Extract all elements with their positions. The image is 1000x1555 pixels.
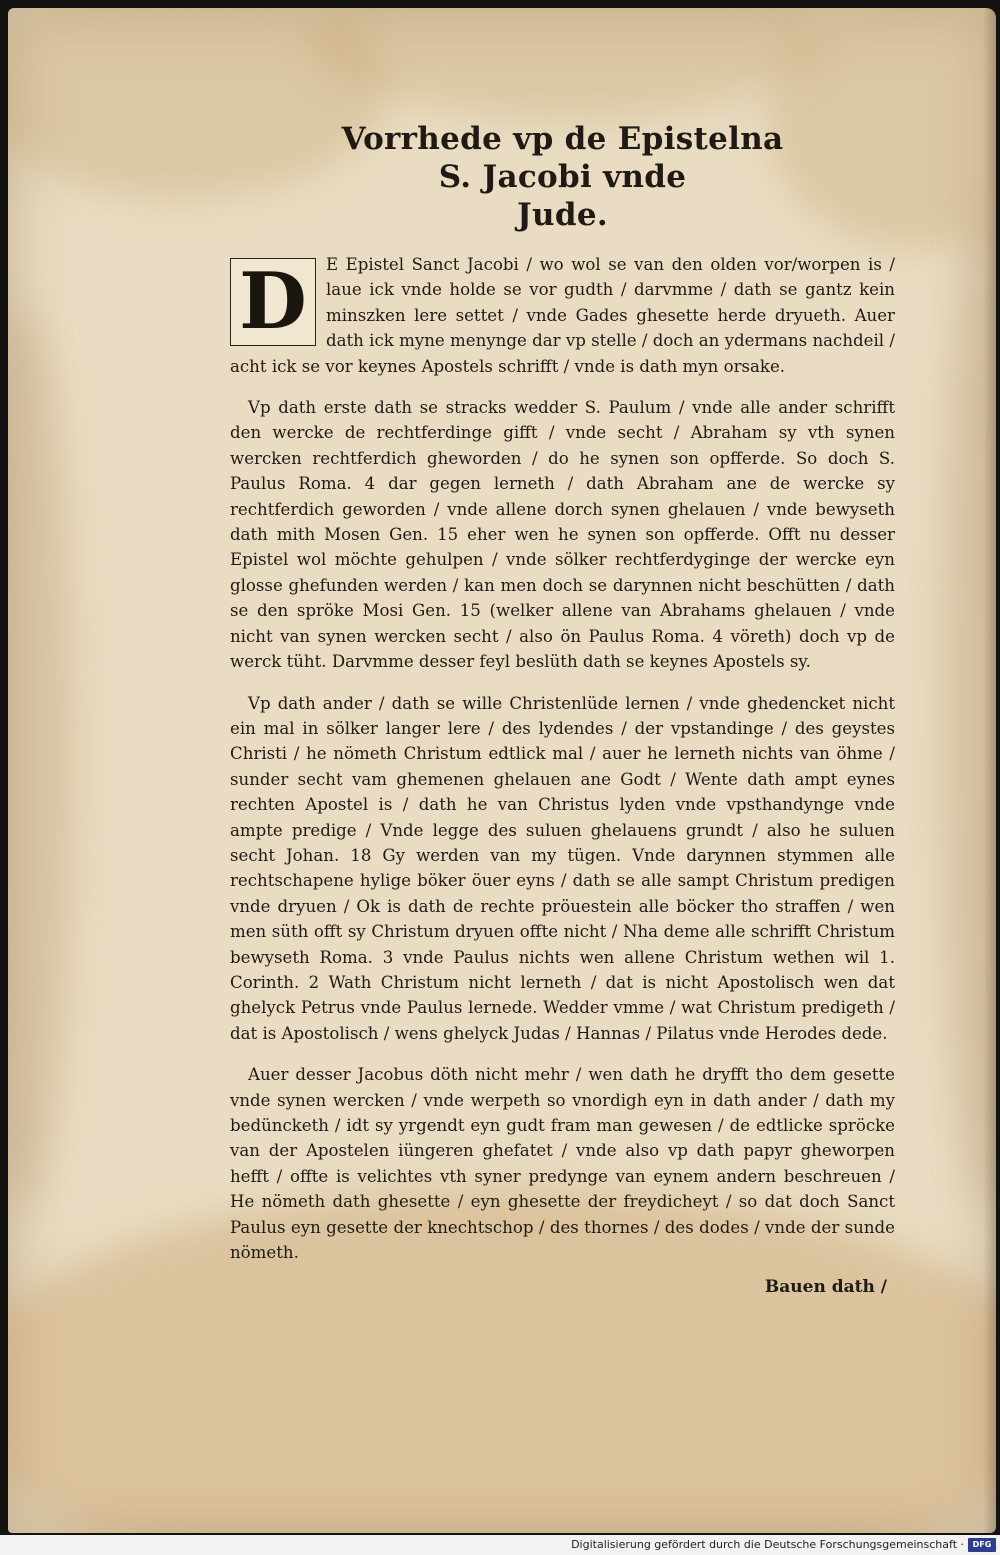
dfg-logo-icon: DFG (968, 1538, 996, 1552)
footer-credit: Digitalisierung gefördert durch die Deutsche Forschungsgemeinschaft · (571, 1538, 964, 1551)
paragraph (230, 252, 895, 379)
page-title (230, 120, 895, 234)
paragraph-text: E Epistel Sanct Jacobi / wo wol se van den olden vor/worpen is / laue ick vnde holde se vor gudth / darvmme / dath se gantz kein minszken lere settet / vnde Gades ghesette herde dryueth. Auer dath ick myne menynge dar vp stelle / doch an ydermans nachdeil / acht ick se vor keynes Apostels schrifft / vnde is dath myn orsake. (230, 255, 895, 376)
page-gutter-shadow (983, 8, 996, 1533)
title-line: Jude. (517, 197, 608, 233)
text-block (230, 120, 895, 1297)
paragraph: Vp dath erste dath se stracks wedder S. Paulum / vnde alle ander schrifft den wercke de rechtferdinge gifft / vnde secht / Abraham sy vth synen wercken rechtferdich gheworden / do he synen son opfferde. So doch S. Paulus Roma. 4 dar gegen lerneth / dath Abraham ane de wercke sy rechtferdich geworden / vnde allene dorch synen ghelauen / vnde bewyseth dath mith Mosen Gen. 15 eher wen he synen son opfferde. Offt nu desser Epistel wol möchte gehulpen / vnde sölker rechtferdyginge der wercke eyn glosse ghefunden werden / kan men doch se darynnen nicht beschütten / dath se den spröke Mosi Gen. 15 (welker allene van Abrahams ghelauen / vnde nicht van synen wercken secht / also ön Paulus Roma. 4 vöreth) doch vp de werck tüht. Darvmme desser feyl beslüth dath se keynes Apostels sy. (230, 398, 895, 672)
title-line: Vorrhede vp de Epistelna (341, 121, 784, 157)
catchword: Bauen dath / (764, 1277, 887, 1298)
paragraph: Auer desser Jacobus döth nicht mehr / wen dath he dryfft tho dem gesette vnde synen wercken / vnde werpeth so vnordigh eyn in dath ander / dath my bedüncketh / idt sy yrgendt eyn gudt fram man gewesen / de edtlicke spröcke van der Apostelen iüngeren ghefatet / vnde also vp dath papyr gheworpen hefft / offte is velichtes vth syner predynge van eynem andern beschreuen / He nömeth dath ghesette / eyn ghesette der freydicheyt / so dat doch Sanct Paulus eyn gesette der knechtschop / des thornes / des dodes / vnde der sunde nömeth. (230, 1065, 895, 1263)
water-stain (8, 308, 78, 1208)
title-line: S. Jacobi vnde (438, 159, 687, 195)
digitization-footer (0, 1535, 1000, 1555)
paragraph: Vp dath ander / dath se wille Christenlüde lernen / vnde ghedencket nicht ein mal in sölker langer lere / des lydendes / der vpstandinge / des geystes Christi / he nömeth Christum edtlick mal / auer he lerneth nichts van öhme / sunder secht vam ghemenen ghelauen ane Godt / Wente dath ampt eynes rechten Apostel is / dath he van Christus lyden vnde vpsthandynge vnde ampte predige / Vnde legge des suluen ghelauens grundt / also he suluen secht Johan. 18 Gy werden van my tügen. Vnde darynnen stymmen alle rechtschapene hylige böker öuer eyns / dath se alle sampt Christum predigen vnde dryuen / Ok is dath de rechte pröuestein alle böcker tho straffen / wen men süth offt sy Christum dryuen offte nicht / Nha deme alle schrifft Christum bewyseth Roma. 3 vnde Paulus nichts wen allene Christum wethen wil 1. Corinth. 2 Wath Christum nicht lerneth / dat is nicht Apostolisch wen dat ghelyck Petrus vnde Paulus lernede. Wedder vmme / wat Christum predigeth / dat is Apostolisch / wens ghelyck Judas / Hannas / Pilatus vnde Herodes dede. (230, 693, 895, 1043)
book-page (8, 8, 996, 1533)
initial-letter: D (239, 256, 307, 347)
decorated-initial (230, 258, 316, 346)
